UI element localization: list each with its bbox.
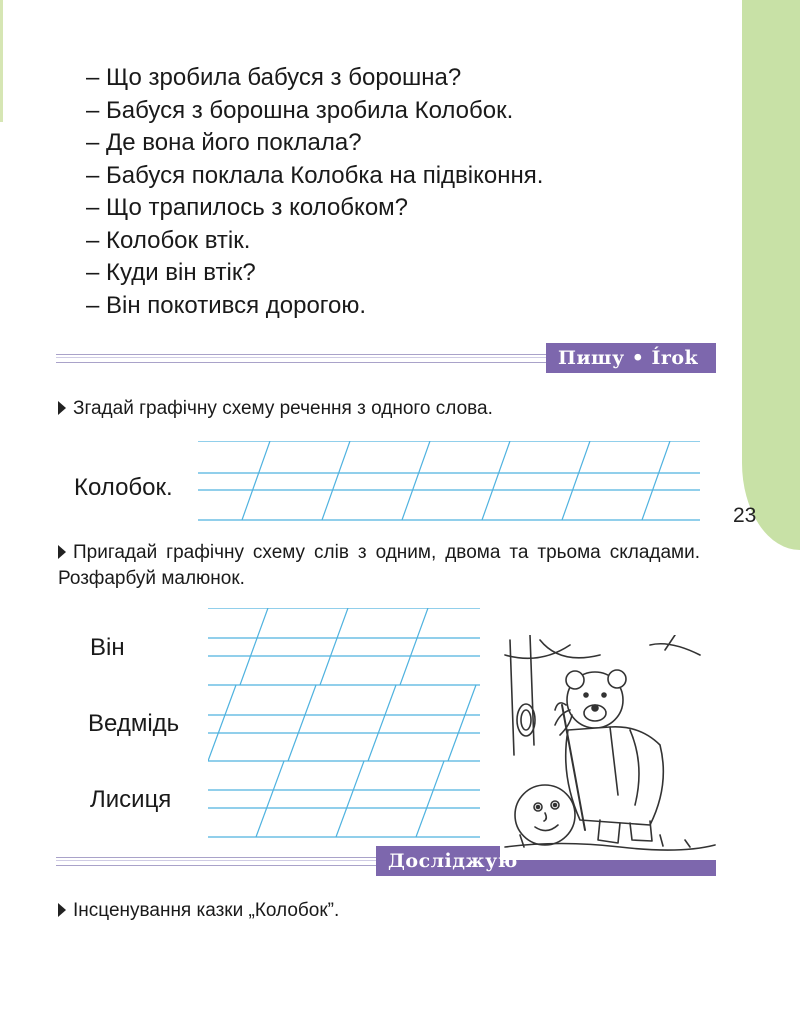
task-text: Згадай графічну схему речення з одного слова. [73, 398, 493, 419]
section-divider-line [56, 857, 376, 866]
task-instruction-3 [58, 898, 339, 924]
dialog-line: – Колобок втік. [86, 226, 251, 254]
dialog-line: – Він покотився дорогою. [86, 291, 367, 319]
section-divider-line [56, 354, 546, 363]
dialog-line: – Куди він втік? [86, 259, 256, 286]
writing-grid-1[interactable] [198, 441, 700, 521]
sample-word-lysytsia: Лисиця [90, 786, 172, 813]
writing-grid-2[interactable] [208, 608, 480, 838]
kolobok-icon [515, 785, 575, 845]
dialog-block [86, 62, 543, 322]
dialog-line: – Бабуся з борошна зробила Колобок. [86, 96, 514, 124]
dialog-line: – Де вона його поклала? [86, 129, 362, 156]
section-banner-write: Пишу • Írok [546, 343, 716, 373]
dialog-line: – Бабуся поклала Колобка на підвіконня. [86, 161, 544, 189]
bullet-triangle-icon [58, 903, 66, 917]
task-text: Інсценування казки „Колобок”. [73, 900, 340, 921]
task-text: Пригадай графічну схему слів з одним, двома та трьома складами. Розфарбуй малюнок. [58, 542, 700, 589]
task-instruction-2 [58, 540, 700, 592]
section-banner-research: Досліджую [376, 846, 716, 876]
coloring-illustration[interactable] [500, 635, 720, 860]
sample-word-kolobok: Колобок. [74, 474, 173, 501]
sample-word-vin: Він [90, 634, 125, 661]
task-instruction-1 [58, 396, 493, 422]
green-page-tab [742, 0, 800, 550]
dialog-line: – Що трапилось з колобком? [86, 194, 409, 221]
dialog-line: – Що зробила бабуся з борошна? [86, 64, 462, 91]
bullet-triangle-icon [58, 401, 66, 415]
left-edge-strip [0, 0, 3, 122]
page-number: 23 [733, 504, 757, 527]
sample-word-vedmid: Ведмідь [88, 710, 180, 737]
bullet-triangle-icon [58, 545, 66, 559]
